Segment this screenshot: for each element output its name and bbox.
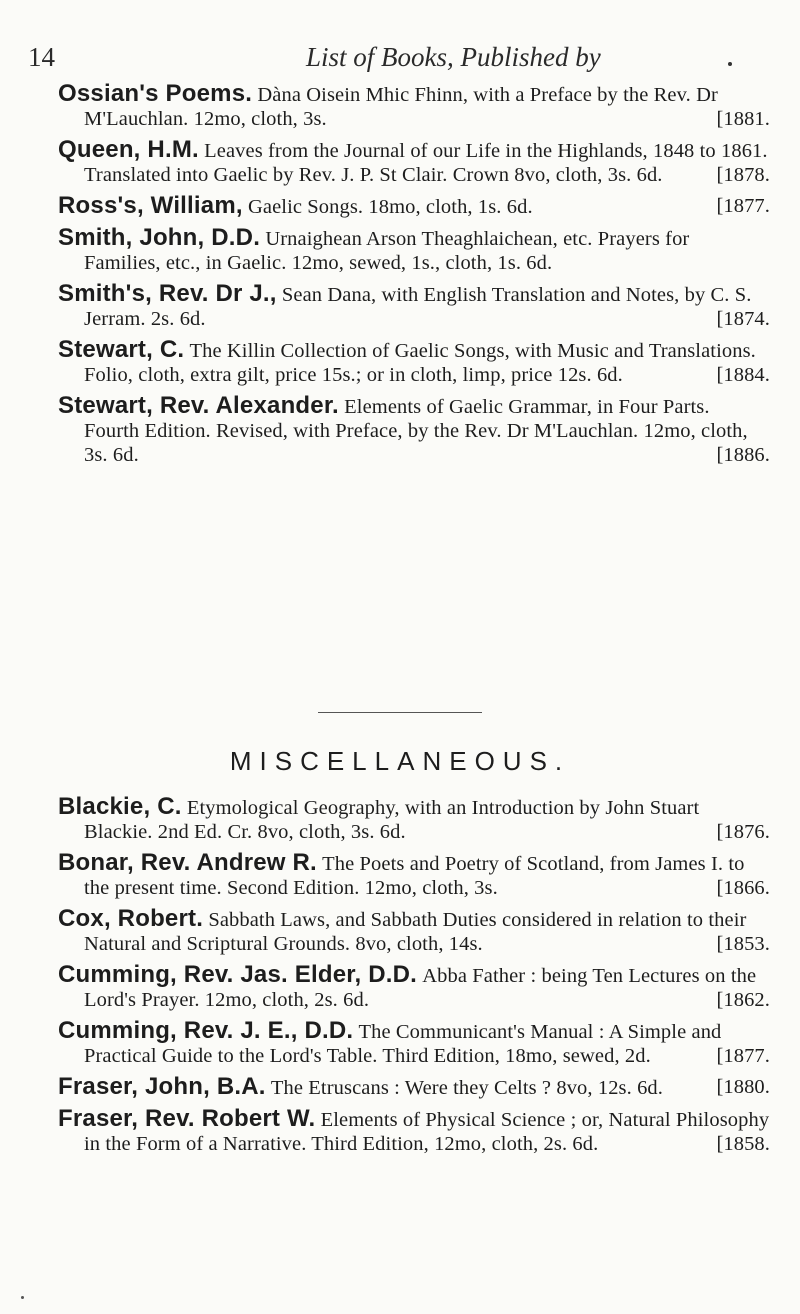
book-description: The Killin Collection of Gaelic Songs, with Music and Translations. Folio, cloth, extra gilt, price 15s.; or in cloth, limp, price 12s. 6d. [84,340,756,386]
book-author: Queen, H.M. [58,136,199,163]
page-number: 14 [28,42,55,72]
book-entry [58,282,770,331]
book-entry [58,338,770,387]
book-date: [1886. [716,444,770,466]
header-dot [728,62,732,66]
book-description: The Poets and Poetry of Scotland, from James I. to the present time. Second Edition. 12mo, cloth, 3s. [84,853,745,899]
book-date: [1881. [716,108,770,130]
book-date: [1880. [716,1076,770,1098]
book-description: The Communicant's Manual : A Simple and Practical Guide to the Lord's Table. Third Edition, 18mo, sewed, 2d. [84,1021,722,1067]
gaelic-books-section [58,82,770,474]
book-author: Cox, Robert. [58,905,204,932]
book-entry [58,963,770,1012]
book-description: Etymological Geography, with an Introduction by John Stuart Blackie. 2nd Ed. Cr. 8vo, cloth, 3s. 6d. [84,797,700,843]
book-description: Sean Dana, with English Translation and Notes, by C. S. Jerram. 2s. 6d. [84,284,752,330]
book-date: [1877. [716,195,770,217]
book-entry [58,1019,770,1068]
book-description: Sabbath Laws, and Sabbath Duties considered in relation to their Natural and Scriptural Grounds. 8vo, cloth, 14s. [84,909,747,955]
book-entry [58,795,770,844]
book-entry [58,226,770,275]
book-author: Fraser, Rev. Robert W. [58,1105,316,1132]
book-date: [1853. [716,933,770,955]
book-description: The Etruscans : Were they Celts ? 8vo, 12s. 6d. [270,1077,663,1099]
book-entry [58,82,770,131]
book-description: Elements of Physical Science ; or, Natural Philosophy in the Form of a Narrative. Third Edition, 12mo, cloth, 2s. 6d. [84,1109,770,1155]
book-author: Smith's, Rev. Dr J., [58,280,277,307]
book-author: Cumming, Rev. J. E., D.D. [58,1017,354,1044]
book-date: [1877. [716,1045,770,1067]
book-author: Fraser, John, B.A. [58,1073,266,1100]
book-author: Smith, John, D.D. [58,224,261,251]
book-entry [58,907,770,956]
book-author: Ossian's Poems. [58,80,253,107]
book-author: Blackie, C. [58,793,182,820]
page-header [28,42,758,78]
book-description: Elements of Gaelic Grammar, in Four Parts. Fourth Edition. Revised, with Preface, by the Rev. Dr M'Lauchlan. 12mo, cloth, 3s. 6d. [84,396,748,466]
book-entry [58,1075,770,1100]
book-description: Leaves from the Journal of our Life in the Highlands, 1848 to 1861. Translated into Gaelic by Rev. J. P. St Clair. Crown 8vo, cloth, 3s. 6d. [84,140,768,186]
book-entry [58,194,770,219]
book-description: Dàna Oisein Mhic Fhinn, with a Preface by the Rev. Dr M'Lauchlan. 12mo, cloth, 3s. [84,84,718,130]
book-author: Ross's, William, [58,192,243,219]
book-entry [58,1107,770,1156]
book-date: [1866. [716,877,770,899]
book-author: Bonar, Rev. Andrew R. [58,849,317,876]
book-date: [1874. [716,308,770,330]
book-entry [58,851,770,900]
book-description: Gaelic Songs. 18mo, cloth, 1s. 6d. [247,196,533,218]
book-entry [58,394,770,467]
book-date: [1858. [716,1133,770,1155]
book-date: [1876. [716,821,770,843]
book-author: Cumming, Rev. Jas. Elder, D.D. [58,961,417,988]
book-description: Urnaighean Arson Theaghlaichean, etc. Prayers for Families, etc., in Gaelic. 12mo, sewed, 1s., cloth, 1s. 6d. [84,228,690,274]
book-author: Stewart, Rev. Alexander. [58,392,339,419]
book-date: [1862. [716,989,770,1011]
book-description: Abba Father : being Ten Lectures on the Lord's Prayer. 12mo, cloth, 2s. 6d. [84,965,757,1011]
section-divider [318,712,482,713]
running-title: List of Books, Published by [306,42,601,72]
book-date: [1884. [716,364,770,386]
book-date: [1878. [716,164,770,186]
page-mark [21,1296,24,1299]
book-author: Stewart, C. [58,336,185,363]
miscellaneous-section [58,795,770,1163]
miscellaneous-heading: MISCELLANEOUS. [229,746,571,776]
book-entry [58,138,770,187]
